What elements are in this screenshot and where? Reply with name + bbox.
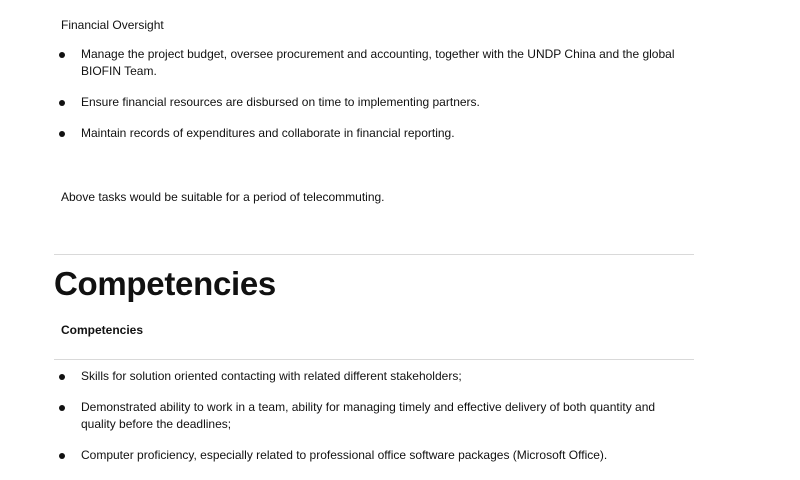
- bullet-icon: [59, 453, 65, 459]
- list-item: [55, 125, 675, 142]
- list-item-text: Computer proficiency, especially related to professional office software packages (Microsoft Office).: [81, 448, 608, 462]
- bullet-icon: [59, 100, 65, 106]
- competencies-subheading: Competencies: [61, 323, 144, 337]
- bullet-icon: [59, 405, 65, 411]
- financial-oversight-list: [55, 46, 675, 156]
- section-divider: [54, 254, 694, 255]
- list-item: [55, 46, 675, 80]
- competencies-title: Competencies: [54, 265, 276, 302]
- financial-oversight-heading: Financial Oversight: [61, 18, 164, 32]
- telecommuting-note: Above tasks would be suitable for a period of telecommuting.: [61, 190, 385, 204]
- list-item: [55, 447, 675, 464]
- subsection-divider: [54, 359, 694, 360]
- list-item: [55, 399, 675, 433]
- list-item-text: Skills for solution oriented contacting with related different stakeholders;: [81, 369, 462, 383]
- competencies-list: [55, 368, 675, 478]
- bullet-icon: [59, 374, 65, 380]
- list-item: [55, 94, 675, 111]
- list-item: [55, 368, 675, 385]
- bullet-icon: [59, 131, 65, 137]
- list-item-text: Demonstrated ability to work in a team, ability for managing timely and effective delivery of both quantity and quality before the deadlines;: [81, 400, 656, 431]
- list-item-text: Manage the project budget, oversee procurement and accounting, together with the UNDP China and the global BIOFIN Team.: [81, 47, 675, 78]
- list-item-text: Ensure financial resources are disbursed on time to implementing partners.: [81, 95, 480, 109]
- list-item-text: Maintain records of expenditures and collaborate in financial reporting.: [81, 126, 455, 140]
- bullet-icon: [59, 52, 65, 58]
